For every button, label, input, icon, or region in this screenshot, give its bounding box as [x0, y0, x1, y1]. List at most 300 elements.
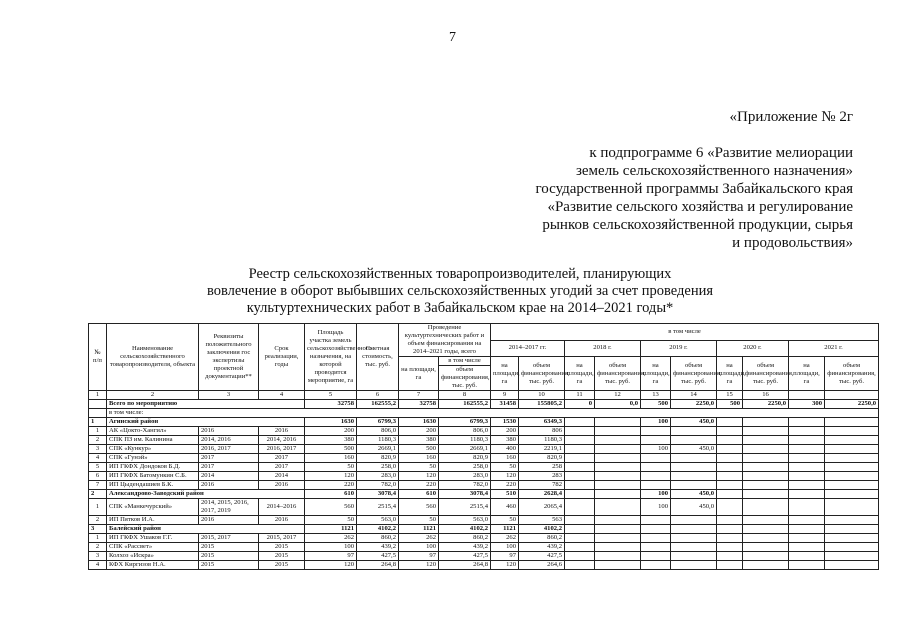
- table-cell: 380: [491, 436, 519, 445]
- table-cell: 283,0: [439, 472, 491, 481]
- table-cell: 782: [519, 481, 565, 490]
- table-cell: 160: [491, 454, 519, 463]
- table-row: [89, 436, 879, 445]
- table-cell: 7: [399, 391, 439, 400]
- table-cell: [671, 436, 717, 445]
- table-cell: [789, 499, 825, 516]
- district-row: [89, 490, 879, 499]
- table-cell: [565, 552, 595, 561]
- table-cell: 2250,0: [671, 400, 717, 409]
- table-cell: [641, 454, 671, 463]
- table-cell: [671, 463, 717, 472]
- table-cell: [717, 561, 743, 570]
- table-cell: 120: [491, 561, 519, 570]
- table-cell: [825, 391, 879, 400]
- table-cell: [743, 463, 789, 472]
- table-cell: [671, 525, 717, 534]
- header-volume: Проведение культуртехнических работ и объем финансирования на 2014–2021 годы, всего: [399, 324, 491, 357]
- table-cell: [789, 436, 825, 445]
- table-cell: [595, 516, 641, 525]
- table-cell: [671, 552, 717, 561]
- table-cell: 4: [89, 561, 107, 570]
- table-cell: [717, 543, 743, 552]
- table-cell: 860,2: [519, 534, 565, 543]
- table-cell: [789, 552, 825, 561]
- table-cell: [743, 543, 789, 552]
- table-cell: [789, 391, 825, 400]
- table-cell: СПК «Гунэй»: [107, 454, 199, 463]
- table-cell: 1121: [305, 525, 357, 534]
- table-cell: 2016: [199, 427, 259, 436]
- table-cell: [743, 427, 789, 436]
- table-cell: 100: [399, 543, 439, 552]
- table-cell: [641, 463, 671, 472]
- table-cell: 50: [305, 463, 357, 472]
- table-cell: [717, 490, 743, 499]
- header-fin-short: объем финансирования, тыс. руб.: [743, 357, 789, 391]
- table-cell: 2015: [259, 543, 305, 552]
- table-cell: 500: [717, 400, 743, 409]
- table-cell: 439,2: [357, 543, 399, 552]
- table-cell: [595, 463, 641, 472]
- table-cell: 7: [89, 481, 107, 490]
- table-row: [89, 543, 879, 552]
- table-cell: [595, 552, 641, 561]
- table-cell: [565, 499, 595, 516]
- table-cell: [789, 490, 825, 499]
- table-cell: [743, 454, 789, 463]
- header-year-2019: 2019 г.: [641, 340, 717, 357]
- table-cell: 120: [399, 472, 439, 481]
- table-cell: [717, 516, 743, 525]
- header-area: Площадь участка земель сельскохозяйственного назначения, на которой проводится мероприятие, га: [305, 324, 357, 391]
- table-cell: [641, 436, 671, 445]
- table-cell: 400: [491, 445, 519, 454]
- table-cell: 806,0: [357, 427, 399, 436]
- table-cell: 50: [491, 463, 519, 472]
- table-cell: [743, 499, 789, 516]
- appendix-header: [493, 108, 853, 252]
- table-cell: [595, 472, 641, 481]
- district-row: [89, 418, 879, 427]
- table-cell: 220: [399, 481, 439, 490]
- table-cell: 1: [89, 534, 107, 543]
- table-cell: [671, 516, 717, 525]
- table-cell: [743, 436, 789, 445]
- table-cell: 200: [491, 427, 519, 436]
- table-cell: 14: [671, 391, 717, 400]
- table-cell: 6: [357, 391, 399, 400]
- table-cell: [671, 427, 717, 436]
- table-cell: [595, 490, 641, 499]
- table-cell: 1: [89, 391, 107, 400]
- table-cell: [743, 490, 789, 499]
- table-cell: 2015, 2017: [199, 534, 259, 543]
- table-row: [89, 445, 879, 454]
- table-cell: [825, 454, 879, 463]
- table-cell: 264,8: [357, 561, 399, 570]
- table-cell: 510: [491, 490, 519, 499]
- table-cell: [595, 499, 641, 516]
- table-cell: [789, 463, 825, 472]
- table-cell: [743, 472, 789, 481]
- table-cell: 1121: [399, 525, 439, 534]
- table-cell: [641, 516, 671, 525]
- table-cell: 4102,2: [439, 525, 491, 534]
- table-cell: в том числе:: [107, 409, 879, 418]
- table-cell: 262: [305, 534, 357, 543]
- table-cell: 3078,4: [439, 490, 491, 499]
- table-cell: [717, 445, 743, 454]
- table-cell: 0: [565, 400, 595, 409]
- table-cell: 2016: [259, 516, 305, 525]
- table-cell: 5: [89, 463, 107, 472]
- header-year-2018: 2018 г.: [565, 340, 641, 357]
- page-number: 7: [449, 30, 456, 45]
- table-cell: 1: [89, 418, 107, 427]
- table-cell: 120: [399, 561, 439, 570]
- table-cell: [595, 427, 641, 436]
- table-cell: 2014, 2016: [259, 436, 305, 445]
- appendix-title: «Приложение № 2г: [729, 109, 853, 125]
- header-area-short: на площади, га: [789, 357, 825, 391]
- header-fin-short: объем финансирования, тыс. руб.: [439, 366, 491, 391]
- table-cell: [717, 463, 743, 472]
- table-row: [89, 552, 879, 561]
- table-cell: 1121: [491, 525, 519, 534]
- table-cell: [789, 481, 825, 490]
- table-cell: 264,6: [519, 561, 565, 570]
- table-row: [89, 561, 879, 570]
- title-line: Реестр сельскохозяйственных товаропроизводителей, планирующих: [248, 266, 672, 282]
- header-area-short: на площади, га: [399, 357, 439, 391]
- table-row: [89, 481, 879, 490]
- table-cell: 2016, 2017: [199, 445, 259, 454]
- table-cell: [743, 516, 789, 525]
- table-cell: 4102,2: [519, 525, 565, 534]
- table-cell: [789, 445, 825, 454]
- table-cell: 2016: [199, 481, 259, 490]
- header-area-short: на площади, га: [491, 357, 519, 391]
- table-cell: 820,9: [519, 454, 565, 463]
- table-cell: 2015: [259, 552, 305, 561]
- table-cell: 12: [595, 391, 641, 400]
- table-cell: [595, 445, 641, 454]
- table-row: [89, 454, 879, 463]
- table-cell: [565, 472, 595, 481]
- table-cell: 1630: [399, 418, 439, 427]
- header-area-short: на площади, га: [717, 357, 743, 391]
- table-row: [89, 516, 879, 525]
- table-cell: [789, 418, 825, 427]
- table-cell: 4: [89, 454, 107, 463]
- table-cell: 220: [491, 481, 519, 490]
- table-cell: 120: [491, 472, 519, 481]
- table-cell: 5: [305, 391, 357, 400]
- table-cell: ИП ГКФХ Дондоков Б.Д.: [107, 463, 199, 472]
- table-cell: [641, 552, 671, 561]
- document-title: [150, 266, 770, 317]
- table-cell: 2017: [199, 454, 259, 463]
- table-row: [89, 463, 879, 472]
- table-cell: 6: [89, 472, 107, 481]
- table-cell: 820,9: [439, 454, 491, 463]
- table-cell: 100: [305, 543, 357, 552]
- table-cell: 820,9: [357, 454, 399, 463]
- table-cell: [641, 427, 671, 436]
- table-cell: 3: [89, 445, 107, 454]
- table-cell: 160: [399, 454, 439, 463]
- table-cell: ИП Цыдендашиев Б.К.: [107, 481, 199, 490]
- district-row: [89, 525, 879, 534]
- header-year-2021: 2021 г.: [789, 340, 879, 357]
- table-cell: [671, 472, 717, 481]
- table-cell: [565, 454, 595, 463]
- table-cell: 2219,1: [519, 445, 565, 454]
- table-cell: 220: [305, 481, 357, 490]
- table-cell: 427,5: [519, 552, 565, 561]
- table-cell: КФХ Киргизов Н.А.: [107, 561, 199, 570]
- table-cell: [825, 525, 879, 534]
- table-cell: [743, 552, 789, 561]
- table-cell: 2016: [259, 427, 305, 436]
- table-cell: 3: [89, 552, 107, 561]
- title-line: культуртехнических работ в Забайкальском крае на 2014–2021 годы*: [246, 300, 674, 316]
- table-cell: [89, 409, 107, 418]
- table-cell: [825, 481, 879, 490]
- column-numbers-row: [89, 391, 879, 400]
- table-cell: [717, 472, 743, 481]
- table-cell: [743, 561, 789, 570]
- table-cell: [595, 561, 641, 570]
- table-cell: 782,0: [439, 481, 491, 490]
- table-cell: 439,2: [439, 543, 491, 552]
- title-line: вовлечение в оборот выбывших сельскохозяйственных угодий за счет проведения: [206, 283, 714, 299]
- header-period-2014: 2014–2017 гг.: [491, 340, 565, 357]
- appendix-line: к подпрограмме 6 «Развитие мелиорации: [589, 145, 853, 161]
- table-cell: 15: [717, 391, 743, 400]
- table-cell: 2515,4: [439, 499, 491, 516]
- table-cell: 560: [399, 499, 439, 516]
- table-cell: [825, 552, 879, 561]
- table-cell: [565, 534, 595, 543]
- table-cell: 2017: [259, 463, 305, 472]
- table-cell: 1180,3: [357, 436, 399, 445]
- table-cell: 97: [305, 552, 357, 561]
- table-cell: [565, 436, 595, 445]
- table-cell: 450,0: [671, 499, 717, 516]
- table-cell: 32758: [399, 400, 439, 409]
- table-cell: [743, 418, 789, 427]
- header-fin-short: объем финансирования, тыс. руб.: [519, 357, 565, 391]
- table-cell: 100: [641, 418, 671, 427]
- table-cell: 563,0: [439, 516, 491, 525]
- table-cell: 2017: [199, 463, 259, 472]
- table-cell: 1530: [491, 418, 519, 427]
- table-cell: 1180,3: [519, 436, 565, 445]
- table-cell: Балейский район: [107, 525, 305, 534]
- table-cell: ИП Пятков И.А.: [107, 516, 199, 525]
- appendix-line: «Развитие сельского хозяйства и регулирование: [547, 199, 853, 215]
- table-cell: [641, 525, 671, 534]
- table-cell: 2: [89, 490, 107, 499]
- table-cell: [89, 400, 107, 409]
- table-cell: [825, 561, 879, 570]
- table-cell: 2669,1: [357, 445, 399, 454]
- table-cell: 563: [519, 516, 565, 525]
- table-cell: 2250,0: [825, 400, 879, 409]
- table-cell: 258,0: [357, 463, 399, 472]
- table-cell: 500: [305, 445, 357, 454]
- table-cell: 500: [399, 445, 439, 454]
- table-cell: 380: [305, 436, 357, 445]
- table-cell: [565, 463, 595, 472]
- table-row: [89, 534, 879, 543]
- table-cell: 162555,2: [439, 400, 491, 409]
- table-cell: 2: [107, 391, 199, 400]
- table-cell: 2: [89, 543, 107, 552]
- header-in-that: в том числе: [439, 357, 491, 366]
- table-cell: 100: [641, 490, 671, 499]
- table-cell: [789, 427, 825, 436]
- table-cell: [717, 534, 743, 543]
- appendix-line: государственной программы Забайкальского края: [535, 181, 853, 197]
- table-cell: 300: [789, 400, 825, 409]
- table-cell: 2016, 2017: [259, 445, 305, 454]
- table-cell: 610: [305, 490, 357, 499]
- table-cell: 9: [491, 391, 519, 400]
- table-cell: СПК «Манкечурский»: [107, 499, 199, 516]
- table-cell: Колхоз «Искра»: [107, 552, 199, 561]
- table-cell: 120: [305, 472, 357, 481]
- table-cell: СПК «Кункур»: [107, 445, 199, 454]
- appendix-line: рынков сельскохозяйственной продукции, сырья: [542, 217, 853, 233]
- table-cell: [825, 499, 879, 516]
- table-cell: 2: [89, 516, 107, 525]
- table-cell: СПК ПЗ им. Калинина: [107, 436, 199, 445]
- table-cell: 427,5: [357, 552, 399, 561]
- table-cell: 8: [439, 391, 491, 400]
- table-cell: 2015: [259, 561, 305, 570]
- table-cell: 2250,0: [743, 400, 789, 409]
- table-cell: [671, 534, 717, 543]
- table-cell: 2017: [259, 454, 305, 463]
- table-cell: [743, 445, 789, 454]
- table-cell: 283: [519, 472, 565, 481]
- table-cell: 160: [305, 454, 357, 463]
- table-cell: [825, 445, 879, 454]
- table-cell: 610: [399, 490, 439, 499]
- table-cell: Всего по мероприятию: [107, 400, 305, 409]
- table-cell: 50: [399, 463, 439, 472]
- table-cell: 460: [491, 499, 519, 516]
- table-cell: [565, 418, 595, 427]
- header-fin-short: объем финансирования, тыс. руб.: [595, 357, 641, 391]
- table-cell: [825, 516, 879, 525]
- table-cell: 3078,4: [357, 490, 399, 499]
- table-cell: 2669,1: [439, 445, 491, 454]
- header-fin-short: объем финансирования, тыс. руб.: [671, 357, 717, 391]
- table-cell: [565, 561, 595, 570]
- table-cell: [717, 552, 743, 561]
- table-cell: [595, 534, 641, 543]
- header-name: Наименование сельскохозяйственного товаропроизводителя, объекта: [107, 324, 199, 391]
- table-cell: [717, 481, 743, 490]
- table-cell: 2: [89, 436, 107, 445]
- table-cell: [717, 454, 743, 463]
- table-cell: 806: [519, 427, 565, 436]
- table-cell: [595, 543, 641, 552]
- table-cell: 258,0: [439, 463, 491, 472]
- table-cell: [825, 534, 879, 543]
- table-cell: [789, 561, 825, 570]
- table-cell: Агинский район: [107, 418, 305, 427]
- table-cell: 1: [89, 427, 107, 436]
- table-cell: 2015: [199, 561, 259, 570]
- header-years: Срок реализации, годы: [259, 324, 305, 391]
- table-cell: [789, 534, 825, 543]
- table-cell: [595, 481, 641, 490]
- table-cell: [825, 490, 879, 499]
- table-cell: 2014–2016: [259, 499, 305, 516]
- table-cell: 11: [565, 391, 595, 400]
- table-cell: 262: [491, 534, 519, 543]
- table-cell: 100: [641, 445, 671, 454]
- subheader-row: [89, 409, 879, 418]
- table-cell: [743, 534, 789, 543]
- table-cell: 1: [89, 499, 107, 516]
- table-cell: 2515,4: [357, 499, 399, 516]
- header-area-short: на площади, га: [641, 357, 671, 391]
- table-cell: 50: [399, 516, 439, 525]
- table-cell: СПК «Рассвет»: [107, 543, 199, 552]
- table-cell: 3: [199, 391, 259, 400]
- table-cell: 450,0: [671, 490, 717, 499]
- table-cell: 1180,3: [439, 436, 491, 445]
- table-cell: [565, 490, 595, 499]
- table-cell: 120: [305, 561, 357, 570]
- table-cell: [565, 516, 595, 525]
- table-cell: [671, 481, 717, 490]
- table-cell: [641, 481, 671, 490]
- table-cell: [717, 418, 743, 427]
- table-cell: 200: [399, 427, 439, 436]
- table-cell: [825, 427, 879, 436]
- table-cell: [743, 525, 789, 534]
- table-cell: Александрово-Заводский район: [107, 490, 305, 499]
- header-fin-short: объем финансирования, тыс. руб.: [825, 357, 879, 391]
- table-cell: 2015, 2017: [259, 534, 305, 543]
- header-in-that: в том числе: [491, 324, 879, 341]
- table-cell: 450,0: [671, 418, 717, 427]
- table-cell: 560: [305, 499, 357, 516]
- table-cell: 6349,3: [519, 418, 565, 427]
- table-cell: 262: [399, 534, 439, 543]
- table-cell: [825, 543, 879, 552]
- table-cell: 2628,4: [519, 490, 565, 499]
- table-cell: 2014, 2016: [199, 436, 259, 445]
- table-cell: 806,0: [439, 427, 491, 436]
- table-row: [89, 427, 879, 436]
- table-cell: [717, 499, 743, 516]
- table-cell: 860,2: [439, 534, 491, 543]
- table-cell: [825, 436, 879, 445]
- table-row: [89, 472, 879, 481]
- table-cell: 2065,4: [519, 499, 565, 516]
- table-cell: 6799,3: [357, 418, 399, 427]
- appendix-line: и продовольствия»: [732, 235, 853, 251]
- table-cell: 439,2: [519, 543, 565, 552]
